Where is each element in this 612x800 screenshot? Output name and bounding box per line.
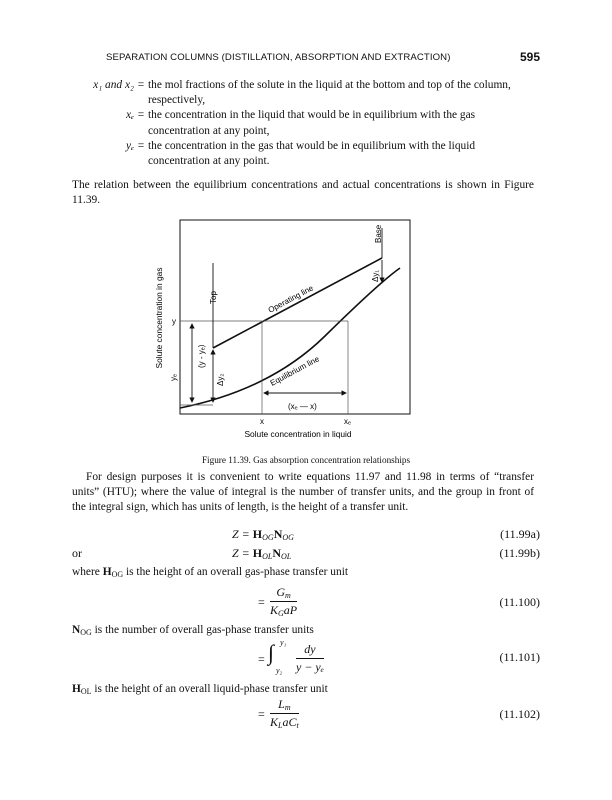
nog-definition-line: $N_{OG}$ is the number of overall gas-phase transfer units — [72, 624, 314, 637]
y-label: y — [172, 317, 176, 326]
operating-line-label: Operating line — [266, 283, 315, 315]
fraction: $G_m$ $K_GaP$ — [270, 585, 298, 618]
x-label: x — [260, 417, 264, 426]
xe-minus-x-label: (xₑ — x) — [288, 402, 317, 411]
definition-text: the concentration in the liquid that would be in equilibrium with the gas concentration at any point, — [148, 109, 476, 137]
integral-sign: ∫ — [268, 640, 275, 665]
equation-11-101 — [72, 638, 540, 678]
header-title: SEPARATION COLUMNS (DISTILLATION, ABSORPTION AND EXTRACTION) — [106, 52, 451, 63]
x-axis-title: Solute concentration in liquid — [244, 429, 352, 439]
equation-number: (11.101) — [499, 650, 540, 664]
equation-number: (11.99a) — [500, 527, 540, 541]
integral-upper-limit: y₁ — [280, 638, 287, 647]
equation-11-100 — [72, 585, 540, 621]
hol-definition-line: $H_{OL}$ is the height of an overall liquid-phase transfer unit — [72, 683, 328, 696]
hog-definition-line: where $H_{OG}$ is the height of an overall gas-phase transfer unit — [72, 566, 349, 579]
equation-11-102 — [72, 697, 540, 733]
page-number: 595 — [519, 50, 540, 64]
dy1-label: Δy₁ — [371, 269, 380, 282]
y-minus-ye-label: (y - yₑ) — [197, 344, 206, 368]
definition-ye — [72, 139, 532, 169]
equation-number: (11.99b) — [499, 546, 540, 560]
base-label: Base — [374, 224, 383, 243]
fraction: $\frac{dy}{\text{y − yₑ}}$ — [296, 642, 324, 674]
equation-11-99b — [72, 543, 540, 565]
xe-label: xₑ — [344, 417, 351, 426]
equation-prefix: or — [72, 546, 82, 560]
operating-line — [213, 258, 382, 348]
definition-equals: = — [137, 139, 145, 152]
equation-number: (11.102) — [499, 707, 540, 721]
top-label: Top — [209, 291, 218, 304]
definition-equals: = — [137, 109, 145, 122]
equation-number: (11.100) — [499, 595, 540, 609]
definitions-list — [72, 78, 532, 169]
paragraph-intro: The relation between the equilibrium concentrations and actual concentrations is shown in Figure 11.39. — [72, 179, 534, 207]
figure-11-39 — [150, 218, 420, 450]
definition-equals: = — [137, 79, 145, 91]
definition-term: xₑ — [125, 109, 134, 122]
equals-sign: = — [258, 652, 265, 666]
equals-sign: = — [258, 595, 265, 609]
equilibrium-line-label: Equilibrium line — [268, 354, 321, 388]
definition-text: the mol fractions of the solute in the liquid at the bottom and top of the column, respectively, — [148, 79, 511, 107]
running-header — [72, 50, 540, 66]
definition-x1x2 — [72, 78, 532, 108]
definition-term: yₑ — [125, 139, 134, 152]
definition-term: x₁ and x₂ — [93, 79, 134, 91]
integral-lower-limit: y₂ — [276, 666, 283, 675]
plot-frame — [180, 220, 410, 414]
figure-caption: Figure 11.39. Gas absorption concentration relationships — [201, 455, 411, 465]
equals-sign: = — [258, 707, 265, 721]
equation-body: $Z = H_{OL}N_{OL}$ — [232, 546, 292, 561]
y-axis-title: Solute concentration in gas — [154, 267, 164, 369]
definition-xe — [72, 108, 532, 138]
fraction: $L_m$ $K_LaC_t$ — [270, 697, 299, 730]
dy2-label: Δy₂ — [216, 373, 225, 386]
definition-text: the concentration in the gas that would be in equilibrium with the liquid concentration at any point. — [148, 139, 476, 168]
equation-body: $Z = H_{OG}N_{OG}$ — [232, 527, 294, 542]
ye-label: yₑ — [169, 374, 178, 381]
paragraph-transfer-units: For design purposes it is convenient to write equations 11.97 and 11.98 in terms of “transfer units” (HTU); where the value of integral is the number of transfer units, and the group in front of the integral sign, which has units of length, is the height of a transfer unit. — [72, 471, 534, 514]
